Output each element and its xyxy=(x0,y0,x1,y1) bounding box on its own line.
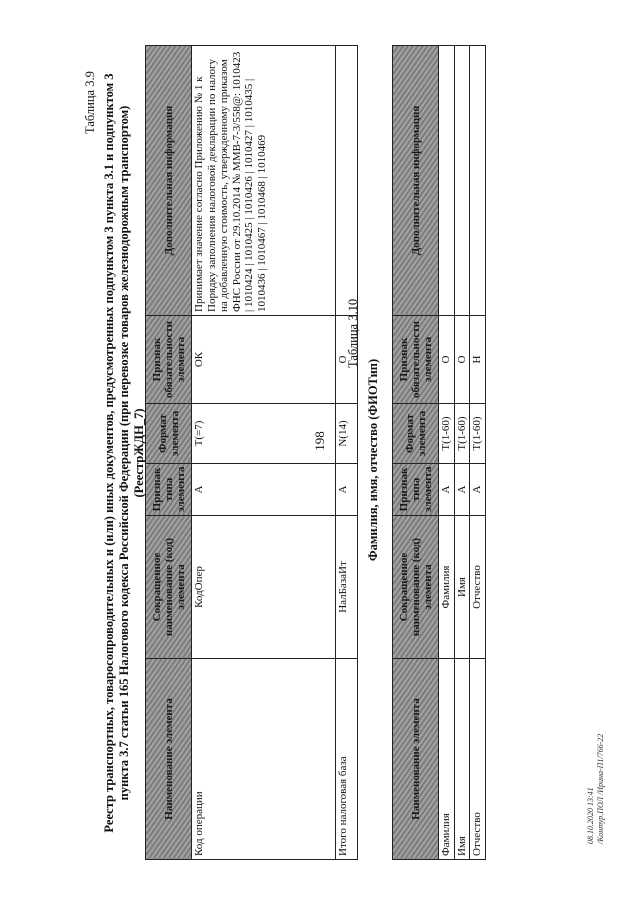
header-element-required: Признак обязательности элемента xyxy=(146,316,192,404)
header-additional-info: Дополнительная информация xyxy=(393,46,439,316)
cell-name: Имя xyxy=(454,659,470,860)
header-element-required: Признак обязательности элемента xyxy=(393,316,439,404)
cell-required: Н xyxy=(470,316,486,404)
cell-name: Код операции xyxy=(192,659,336,860)
cell-name: Фамилия xyxy=(439,659,455,860)
table-3-10-caption: Фамилия, имя, отчество (ФИОТип) xyxy=(366,358,380,562)
cell-format: N(14) xyxy=(336,404,358,464)
cell-code: Отчество xyxy=(470,516,486,659)
cell-required: О xyxy=(439,316,455,404)
cell-code: Имя xyxy=(454,516,470,659)
cell-required: О xyxy=(454,316,470,404)
cell-info xyxy=(336,46,358,316)
table-3-10 xyxy=(392,45,486,860)
header-element-code: Сокращенное наименование (код) элемента xyxy=(393,516,439,659)
table-3-9 xyxy=(145,45,358,860)
header-element-name: Наименование элемента xyxy=(146,659,192,860)
footer-source: /Контур.ПОЛ /Ирина-П1/766-22 xyxy=(596,733,605,844)
table-row xyxy=(439,46,455,860)
table-3-10-label: Таблица 3.10 xyxy=(346,298,360,368)
table-3-9-label: Таблица 3.9 xyxy=(83,71,97,134)
table-3-9-caption: Реестр транспортных, товаросопроводительных и (или) иных документов, предусмотренных подпунктом 3 пункта 3.1 и подпунктом 3 пункта 3.7 статьи 165 Налогового кодекса Российской Федерации (при перевозке товаров железнодорожным транспортом) (РеестрЖДН_7) xyxy=(102,73,146,833)
footer-stamp xyxy=(586,734,606,844)
header-element-format: Формат элемента xyxy=(393,404,439,464)
cell-format: T(1-60) xyxy=(454,404,470,464)
header-element-type: Признак типа элемента xyxy=(393,464,439,516)
table-3-9-header-row xyxy=(146,46,192,860)
cell-type: А xyxy=(454,464,470,516)
page-number: 198 xyxy=(312,431,327,451)
cell-name: Итого налоговая база xyxy=(336,659,358,860)
table-3-10-header-row xyxy=(393,46,439,860)
cell-type: А xyxy=(470,464,486,516)
header-element-name: Наименование элемента xyxy=(393,659,439,860)
table-row xyxy=(336,46,358,860)
header-element-format: Формат элемента xyxy=(146,404,192,464)
cell-code: КодОпер xyxy=(192,516,336,659)
table-row xyxy=(192,46,336,860)
cell-code: Фамилия xyxy=(439,516,455,659)
cell-type: А xyxy=(336,464,358,516)
table-3-10-wrapper xyxy=(392,46,486,860)
cell-info xyxy=(454,46,470,316)
cell-info: Принимает значение согласно Приложению № 1 к Порядку заполнения налоговой декларации по налогу на добавленную стоимость, утвержденному приказом ФНС России от 29.10.2014 № ММВ-7-3/558@: 1010423 | 1010424 | 1010425 | 1010426 | 1010427 | 1010435 | 1010436 | 1010467 | 1010468 | 1010469 xyxy=(192,46,336,316)
header-element-code: Сокращенное наименование (код) элемента xyxy=(146,516,192,659)
cell-format: T(1-60) xyxy=(439,404,455,464)
cell-type: А xyxy=(192,464,336,516)
cell-code: НалБазаИт xyxy=(336,516,358,659)
cell-required: ОК xyxy=(192,316,336,404)
header-element-type: Признак типа элемента xyxy=(146,464,192,516)
cell-format: T(1-60) xyxy=(470,404,486,464)
footer-date: 08.10.2020 13:41 xyxy=(586,787,595,844)
cell-info xyxy=(439,46,455,316)
header-additional-info: Дополнительная информация xyxy=(146,46,192,316)
cell-type: А xyxy=(439,464,455,516)
cell-required: О xyxy=(336,316,358,404)
cell-info xyxy=(470,46,486,316)
table-3-9-wrapper xyxy=(145,46,358,860)
table-row xyxy=(454,46,470,860)
table-row xyxy=(470,46,486,860)
cell-name: Отчество xyxy=(470,659,486,860)
cell-format: Т(=7) xyxy=(192,404,336,464)
